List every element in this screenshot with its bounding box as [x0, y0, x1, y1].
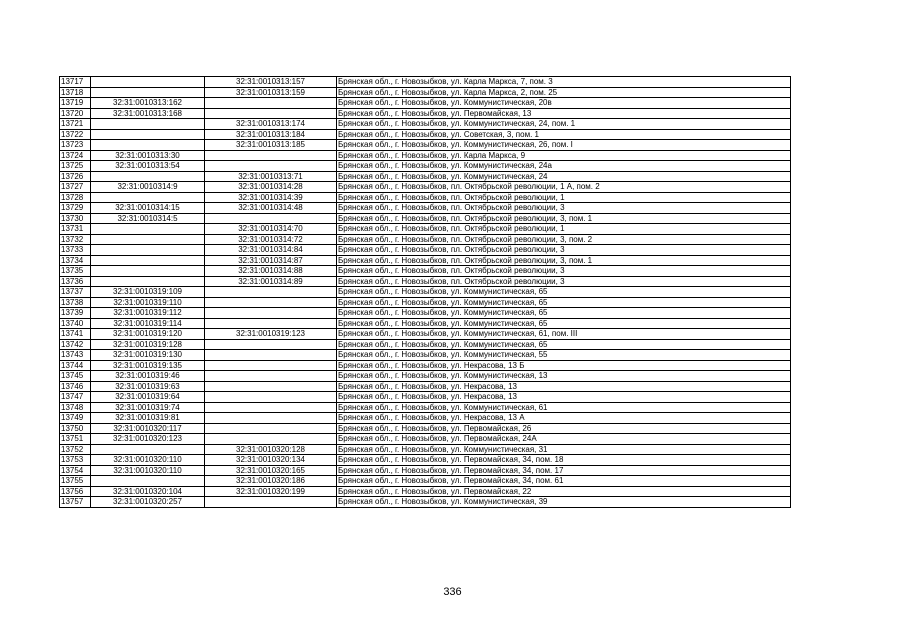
cadastral-number-cell — [91, 245, 205, 256]
table-row — [60, 465, 791, 476]
cadastral-number-cell — [91, 255, 205, 266]
row-number-cell: 13722 — [60, 129, 91, 140]
building-cadastral-number-cell: 32:31:0010320:186 — [205, 476, 337, 487]
cadastral-number-cell: 32:31:0010313:162 — [91, 98, 205, 109]
building-cadastral-number-cell — [205, 360, 337, 371]
property-register-table — [59, 76, 791, 508]
table-row — [60, 423, 791, 434]
building-cadastral-number-cell: 32:31:0010314:72 — [205, 234, 337, 245]
row-number-cell: 13745 — [60, 371, 91, 382]
building-cadastral-number-cell: 32:31:0010314:48 — [205, 203, 337, 214]
building-cadastral-number-cell — [205, 392, 337, 403]
building-cadastral-number-cell — [205, 371, 337, 382]
address-cell: Брянская обл., г. Новозыбков, ул. Некрасова, 13 А — [337, 413, 791, 424]
address-cell: Брянская обл., г. Новозыбков, ул. Коммунистическая, 65 — [337, 318, 791, 329]
table-row — [60, 413, 791, 424]
table-row — [60, 182, 791, 193]
table-row — [60, 318, 791, 329]
address-cell: Брянская обл., г. Новозыбков, ул. Некрасова, 13 Б — [337, 360, 791, 371]
building-cadastral-number-cell — [205, 497, 337, 508]
address-cell: Брянская обл., г. Новозыбков, пл. Октябрьской революции, 1 — [337, 224, 791, 235]
row-number-cell: 13734 — [60, 255, 91, 266]
row-number-cell: 13717 — [60, 77, 91, 88]
address-cell: Брянская обл., г. Новозыбков, ул. Коммунистическая, 39 — [337, 497, 791, 508]
row-number-cell: 13718 — [60, 87, 91, 98]
table-row — [60, 276, 791, 287]
row-number-cell: 13743 — [60, 350, 91, 361]
row-number-cell: 13736 — [60, 276, 91, 287]
table-row — [60, 255, 791, 266]
address-cell: Брянская обл., г. Новозыбков, ул. Первомайская, 34, пом. 61 — [337, 476, 791, 487]
row-number-cell: 13747 — [60, 392, 91, 403]
cadastral-number-cell: 32:31:0010319:46 — [91, 371, 205, 382]
cadastral-number-cell: 32:31:0010319:135 — [91, 360, 205, 371]
table-row — [60, 150, 791, 161]
cadastral-number-cell — [91, 444, 205, 455]
cadastral-number-cell: 32:31:0010319:112 — [91, 308, 205, 319]
address-cell: Брянская обл., г. Новозыбков, пл. Октябрьской революции, 3 — [337, 203, 791, 214]
table-row — [60, 308, 791, 319]
row-number-cell: 13735 — [60, 266, 91, 277]
building-cadastral-number-cell — [205, 150, 337, 161]
table-row — [60, 402, 791, 413]
row-number-cell: 13744 — [60, 360, 91, 371]
address-cell: Брянская обл., г. Новозыбков, пл. Октябрьской революции, 3 — [337, 266, 791, 277]
address-cell: Брянская обл., г. Новозыбков, пл. Октябрьской революции, 3 — [337, 245, 791, 256]
building-cadastral-number-cell: 32:31:0010320:128 — [205, 444, 337, 455]
row-number-cell: 13757 — [60, 497, 91, 508]
row-number-cell: 13739 — [60, 308, 91, 319]
building-cadastral-number-cell: 32:31:0010319:123 — [205, 329, 337, 340]
cadastral-number-cell — [91, 87, 205, 98]
building-cadastral-number-cell: 32:31:0010313:159 — [205, 87, 337, 98]
cadastral-number-cell: 32:31:0010320:110 — [91, 465, 205, 476]
address-cell: Брянская обл., г. Новозыбков, ул. Коммунистическая, 24, пом. 1 — [337, 119, 791, 130]
address-cell: Брянская обл., г. Новозыбков, пл. Октябрьской революции, 3, пом. 1 — [337, 213, 791, 224]
address-cell: Брянская обл., г. Новозыбков, ул. Первомайская, 26 — [337, 423, 791, 434]
building-cadastral-number-cell — [205, 287, 337, 298]
cadastral-number-cell — [91, 192, 205, 203]
row-number-cell: 13750 — [60, 423, 91, 434]
table-row — [60, 476, 791, 487]
building-cadastral-number-cell — [205, 108, 337, 119]
row-number-cell: 13755 — [60, 476, 91, 487]
cadastral-number-cell: 32:31:0010320:110 — [91, 455, 205, 466]
address-cell: Брянская обл., г. Новозыбков, ул. Первомайская, 34, пом. 18 — [337, 455, 791, 466]
row-number-cell: 13732 — [60, 234, 91, 245]
page-number: 336 — [443, 586, 462, 598]
row-number-cell: 13738 — [60, 297, 91, 308]
cadastral-number-cell — [91, 224, 205, 235]
table-row — [60, 350, 791, 361]
building-cadastral-number-cell: 32:31:0010314:89 — [205, 276, 337, 287]
building-cadastral-number-cell — [205, 402, 337, 413]
table-row — [60, 297, 791, 308]
row-number-cell: 13737 — [60, 287, 91, 298]
table-row — [60, 339, 791, 350]
row-number-cell: 13729 — [60, 203, 91, 214]
row-number-cell: 13740 — [60, 318, 91, 329]
building-cadastral-number-cell — [205, 434, 337, 445]
table-row — [60, 371, 791, 382]
cadastral-number-cell — [91, 476, 205, 487]
building-cadastral-number-cell: 32:31:0010313:157 — [205, 77, 337, 88]
building-cadastral-number-cell: 32:31:0010314:84 — [205, 245, 337, 256]
cadastral-number-cell: 32:31:0010320:257 — [91, 497, 205, 508]
cadastral-number-cell: 32:31:0010319:74 — [91, 402, 205, 413]
address-cell: Брянская обл., г. Новозыбков, ул. Некрасова, 13 — [337, 381, 791, 392]
building-cadastral-number-cell — [205, 98, 337, 109]
row-number-cell: 13721 — [60, 119, 91, 130]
address-cell: Брянская обл., г. Новозыбков, ул. Карла Маркса, 7, пом. 3 — [337, 77, 791, 88]
table-row — [60, 161, 791, 172]
table-row — [60, 486, 791, 497]
address-cell: Брянская обл., г. Новозыбков, ул. Карла Маркса, 9 — [337, 150, 791, 161]
row-number-cell: 13727 — [60, 182, 91, 193]
cadastral-number-cell: 32:31:0010319:81 — [91, 413, 205, 424]
cadastral-number-cell — [91, 77, 205, 88]
row-number-cell: 13733 — [60, 245, 91, 256]
cadastral-number-cell — [91, 234, 205, 245]
cadastral-number-cell — [91, 129, 205, 140]
table-row — [60, 245, 791, 256]
building-cadastral-number-cell — [205, 381, 337, 392]
cadastral-number-cell: 32:31:0010314:5 — [91, 213, 205, 224]
address-cell: Брянская обл., г. Новозыбков, пл. Октябрьской революции, 3, пом. 1 — [337, 255, 791, 266]
building-cadastral-number-cell: 32:31:0010320:199 — [205, 486, 337, 497]
address-cell: Брянская обл., г. Новозыбков, пл. Октябрьской революции, 3 — [337, 276, 791, 287]
table-row — [60, 329, 791, 340]
address-cell: Брянская обл., г. Новозыбков, ул. Коммунистическая, 65 — [337, 308, 791, 319]
address-cell: Брянская обл., г. Новозыбков, ул. Первомайская, 22 — [337, 486, 791, 497]
cadastral-number-cell: 32:31:0010319:130 — [91, 350, 205, 361]
table-row — [60, 119, 791, 130]
table-row — [60, 203, 791, 214]
table-row — [60, 129, 791, 140]
cadastral-number-cell: 32:31:0010320:104 — [91, 486, 205, 497]
cadastral-number-cell: 32:31:0010319:63 — [91, 381, 205, 392]
address-cell: Брянская обл., г. Новозыбков, пл. Октябрьской революции, 3, пом. 2 — [337, 234, 791, 245]
building-cadastral-number-cell — [205, 297, 337, 308]
row-number-cell: 13724 — [60, 150, 91, 161]
address-cell: Брянская обл., г. Новозыбков, ул. Коммунистическая, 13 — [337, 371, 791, 382]
row-number-cell: 13726 — [60, 171, 91, 182]
building-cadastral-number-cell: 32:31:0010314:70 — [205, 224, 337, 235]
address-cell: Брянская обл., г. Новозыбков, ул. Коммунистическая, 20в — [337, 98, 791, 109]
building-cadastral-number-cell — [205, 350, 337, 361]
row-number-cell: 13751 — [60, 434, 91, 445]
building-cadastral-number-cell: 32:31:0010314:39 — [205, 192, 337, 203]
table-row — [60, 381, 791, 392]
building-cadastral-number-cell — [205, 161, 337, 172]
address-cell: Брянская обл., г. Новозыбков, ул. Первомайская, 34, пом. 17 — [337, 465, 791, 476]
table-row — [60, 98, 791, 109]
address-cell: Брянская обл., г. Новозыбков, ул. Коммунистическая, 24а — [337, 161, 791, 172]
cadastral-number-cell: 32:31:0010319:109 — [91, 287, 205, 298]
cadastral-number-cell — [91, 171, 205, 182]
address-cell: Брянская обл., г. Новозыбков, ул. Некрасова, 13 — [337, 392, 791, 403]
address-cell: Брянская обл., г. Новозыбков, ул. Коммунистическая, 26, пом. I — [337, 140, 791, 151]
building-cadastral-number-cell — [205, 413, 337, 424]
row-number-cell: 13742 — [60, 339, 91, 350]
cadastral-number-cell: 32:31:0010319:64 — [91, 392, 205, 403]
address-cell: Брянская обл., г. Новозыбков, ул. Коммунистическая, 55 — [337, 350, 791, 361]
row-number-cell: 13756 — [60, 486, 91, 497]
table-row — [60, 234, 791, 245]
cadastral-number-cell: 32:31:0010319:128 — [91, 339, 205, 350]
cadastral-number-cell — [91, 119, 205, 130]
building-cadastral-number-cell — [205, 339, 337, 350]
table-body — [60, 77, 791, 508]
table-row — [60, 287, 791, 298]
address-cell: Брянская обл., г. Новозыбков, ул. Советская, 3, пом. 1 — [337, 129, 791, 140]
address-cell: Брянская обл., г. Новозыбков, ул. Первомайская, 24А — [337, 434, 791, 445]
cadastral-number-cell: 32:31:0010314:9 — [91, 182, 205, 193]
table-row — [60, 213, 791, 224]
row-number-cell: 13723 — [60, 140, 91, 151]
address-cell: Брянская обл., г. Новозыбков, ул. Коммунистическая, 65 — [337, 297, 791, 308]
row-number-cell: 13719 — [60, 98, 91, 109]
address-cell: Брянская обл., г. Новозыбков, ул. Коммунистическая, 61 — [337, 402, 791, 413]
cadastral-number-cell: 32:31:0010313:30 — [91, 150, 205, 161]
table-row — [60, 192, 791, 203]
row-number-cell: 13754 — [60, 465, 91, 476]
building-cadastral-number-cell: 32:31:0010314:88 — [205, 266, 337, 277]
building-cadastral-number-cell: 32:31:0010320:134 — [205, 455, 337, 466]
cadastral-number-cell: 32:31:0010319:110 — [91, 297, 205, 308]
cadastral-number-cell: 32:31:0010319:114 — [91, 318, 205, 329]
row-number-cell: 13731 — [60, 224, 91, 235]
table-row — [60, 171, 791, 182]
row-number-cell: 13725 — [60, 161, 91, 172]
cadastral-number-cell — [91, 140, 205, 151]
cadastral-number-cell — [91, 276, 205, 287]
row-number-cell: 13730 — [60, 213, 91, 224]
table-row — [60, 360, 791, 371]
building-cadastral-number-cell: 32:31:0010313:185 — [205, 140, 337, 151]
cadastral-number-cell: 32:31:0010314:15 — [91, 203, 205, 214]
building-cadastral-number-cell: 32:31:0010314:87 — [205, 255, 337, 266]
table-row — [60, 497, 791, 508]
table-row — [60, 77, 791, 88]
row-number-cell: 13746 — [60, 381, 91, 392]
table-row — [60, 266, 791, 277]
address-cell: Брянская обл., г. Новозыбков, ул. Первомайская, 13 — [337, 108, 791, 119]
row-number-cell: 13748 — [60, 402, 91, 413]
cadastral-number-cell: 32:31:0010319:120 — [91, 329, 205, 340]
row-number-cell: 13728 — [60, 192, 91, 203]
address-cell: Брянская обл., г. Новозыбков, пл. Октябрьской революции, 1 А, пом. 2 — [337, 182, 791, 193]
address-cell: Брянская обл., г. Новозыбков, ул. Карла Маркса, 2, пом. 25 — [337, 87, 791, 98]
building-cadastral-number-cell: 32:31:0010314:28 — [205, 182, 337, 193]
building-cadastral-number-cell: 32:31:0010313:184 — [205, 129, 337, 140]
address-cell: Брянская обл., г. Новозыбков, ул. Коммунистическая, 31 — [337, 444, 791, 455]
table-row — [60, 224, 791, 235]
address-cell: Брянская обл., г. Новозыбков, ул. Коммунистическая, 65 — [337, 287, 791, 298]
building-cadastral-number-cell: 32:31:0010313:174 — [205, 119, 337, 130]
building-cadastral-number-cell — [205, 318, 337, 329]
cadastral-number-cell: 32:31:0010320:117 — [91, 423, 205, 434]
address-cell: Брянская обл., г. Новозыбков, ул. Коммунистическая, 24 — [337, 171, 791, 182]
row-number-cell: 13720 — [60, 108, 91, 119]
building-cadastral-number-cell: 32:31:0010313:71 — [205, 171, 337, 182]
table-row — [60, 455, 791, 466]
building-cadastral-number-cell — [205, 308, 337, 319]
row-number-cell: 13741 — [60, 329, 91, 340]
address-cell: Брянская обл., г. Новозыбков, пл. Октябрьской революции, 1 — [337, 192, 791, 203]
table-row — [60, 434, 791, 445]
table-row — [60, 140, 791, 151]
building-cadastral-number-cell — [205, 213, 337, 224]
cadastral-number-cell — [91, 266, 205, 277]
table-row — [60, 444, 791, 455]
address-cell: Брянская обл., г. Новозыбков, ул. Коммунистическая, 61, пом. III — [337, 329, 791, 340]
cadastral-number-cell: 32:31:0010320:123 — [91, 434, 205, 445]
building-cadastral-number-cell: 32:31:0010320:165 — [205, 465, 337, 476]
row-number-cell: 13752 — [60, 444, 91, 455]
row-number-cell: 13753 — [60, 455, 91, 466]
row-number-cell: 13749 — [60, 413, 91, 424]
table-row — [60, 108, 791, 119]
table-row — [60, 87, 791, 98]
building-cadastral-number-cell — [205, 423, 337, 434]
cadastral-number-cell: 32:31:0010313:54 — [91, 161, 205, 172]
cadastral-number-cell: 32:31:0010313:168 — [91, 108, 205, 119]
table-row — [60, 392, 791, 403]
address-cell: Брянская обл., г. Новозыбков, ул. Коммунистическая, 65 — [337, 339, 791, 350]
